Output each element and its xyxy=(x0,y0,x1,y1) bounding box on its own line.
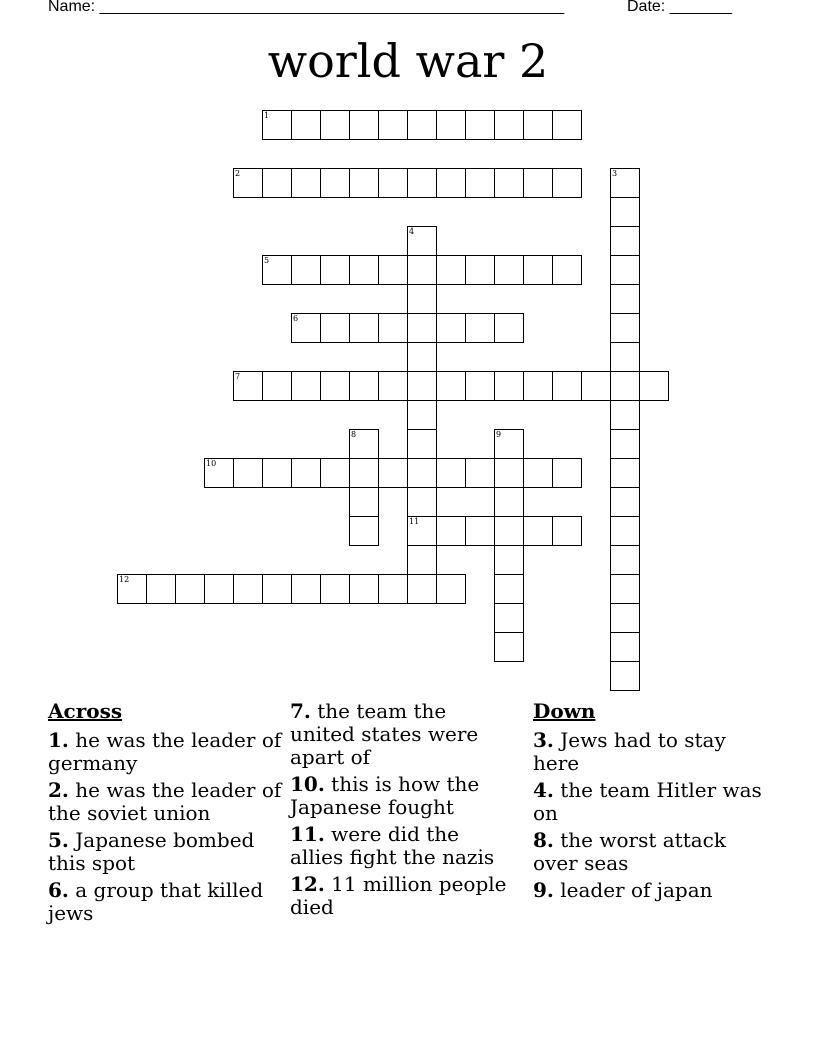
date-line: _______ xyxy=(669,0,732,15)
clue-text: this is how the Japanese fought xyxy=(290,772,480,819)
crossword-cell[interactable] xyxy=(320,574,350,604)
crossword-cell[interactable] xyxy=(262,168,292,198)
crossword-cell[interactable] xyxy=(552,458,582,488)
clue-text: leader of japan xyxy=(560,878,713,902)
crossword-cell[interactable] xyxy=(610,168,640,198)
crossword-cell[interactable] xyxy=(494,313,524,343)
clue-text: he was the leader of the soviet union xyxy=(48,778,282,825)
crossword-cell[interactable] xyxy=(610,632,640,662)
crossword-cell[interactable] xyxy=(465,255,495,285)
cell-number: 4 xyxy=(409,227,415,236)
cell-number: 3 xyxy=(612,169,618,178)
crossword-cell[interactable] xyxy=(436,458,466,488)
crossword-cell[interactable] xyxy=(552,255,582,285)
clue-number: 12. xyxy=(290,872,325,896)
crossword-cell[interactable] xyxy=(610,429,640,459)
crossword-cell[interactable] xyxy=(349,487,379,517)
cell-number: 1 xyxy=(264,111,270,120)
crossword-cell[interactable] xyxy=(610,197,640,227)
crossword-cell[interactable] xyxy=(610,545,640,575)
crossword-cell[interactable] xyxy=(436,371,466,401)
crossword-cell[interactable] xyxy=(465,313,495,343)
crossword-cell[interactable] xyxy=(465,110,495,140)
crossword-cell[interactable] xyxy=(494,110,524,140)
clue-down-4 xyxy=(533,779,768,825)
cell-number: 7 xyxy=(235,372,241,381)
crossword-cell[interactable] xyxy=(320,458,350,488)
cell-number: 9 xyxy=(496,430,502,439)
crossword-cell[interactable] xyxy=(262,458,292,488)
crossword-cell[interactable] xyxy=(262,371,292,401)
crossword-cell[interactable] xyxy=(291,371,321,401)
crossword-cell[interactable] xyxy=(204,574,234,604)
crossword-cell[interactable] xyxy=(233,574,263,604)
crossword-cell[interactable] xyxy=(175,574,205,604)
crossword-cell[interactable] xyxy=(610,284,640,314)
cell-number: 10 xyxy=(206,459,217,468)
crossword-cell[interactable] xyxy=(407,429,437,459)
crossword-cell[interactable] xyxy=(494,371,524,401)
crossword-cell[interactable] xyxy=(610,400,640,430)
cell-number: 5 xyxy=(264,256,270,265)
crossword-cell[interactable] xyxy=(262,255,292,285)
crossword-cell[interactable] xyxy=(320,168,350,198)
crossword-cell[interactable] xyxy=(407,284,437,314)
crossword-cell[interactable] xyxy=(262,574,292,604)
clue-number: 4. xyxy=(533,778,554,802)
clue-text: a group that killed jews xyxy=(48,878,264,925)
crossword-cell[interactable] xyxy=(610,574,640,604)
clue-across-5 xyxy=(48,829,283,875)
crossword-cell[interactable] xyxy=(291,574,321,604)
cell-number: 2 xyxy=(235,169,241,178)
crossword-cell[interactable] xyxy=(407,226,437,256)
crossword-cell[interactable] xyxy=(320,313,350,343)
crossword-cell[interactable] xyxy=(436,255,466,285)
clue-text: Jews had to stay here xyxy=(533,728,726,775)
clue-text: 11 million people died xyxy=(290,872,507,919)
crossword-cell[interactable] xyxy=(233,371,263,401)
crossword-cell[interactable] xyxy=(610,487,640,517)
clue-across-10 xyxy=(290,773,515,819)
crossword-cell[interactable] xyxy=(465,516,495,546)
clue-number: 1. xyxy=(48,728,69,752)
crossword-cell[interactable] xyxy=(349,313,379,343)
clue-across-2 xyxy=(48,779,283,825)
crossword-cell[interactable] xyxy=(494,429,524,459)
clue-across-11 xyxy=(290,823,515,869)
crossword-cell[interactable] xyxy=(523,371,553,401)
crossword-cell[interactable] xyxy=(610,603,640,633)
crossword-cell[interactable] xyxy=(378,574,408,604)
crossword-cell[interactable] xyxy=(436,516,466,546)
clue-across-7 xyxy=(290,700,515,769)
crossword-cell[interactable] xyxy=(494,458,524,488)
crossword-cell[interactable] xyxy=(204,458,234,488)
crossword-cell[interactable] xyxy=(523,516,553,546)
crossword-cell[interactable] xyxy=(320,371,350,401)
clue-number: 3. xyxy=(533,728,554,752)
cell-number: 11 xyxy=(409,517,420,526)
name-label: Name: xyxy=(48,0,96,15)
crossword-cell[interactable] xyxy=(291,110,321,140)
clue-text: the team Hitler was on xyxy=(533,778,762,825)
crossword-cell[interactable] xyxy=(349,371,379,401)
crossword-cell[interactable] xyxy=(610,661,640,691)
crossword-cell[interactable] xyxy=(494,255,524,285)
crossword-cell[interactable] xyxy=(407,313,437,343)
crossword-cell[interactable] xyxy=(233,458,263,488)
crossword-cell[interactable] xyxy=(465,168,495,198)
crossword-cell[interactable] xyxy=(349,516,379,546)
crossword-cell[interactable] xyxy=(639,371,669,401)
crossword-cell[interactable] xyxy=(291,458,321,488)
crossword-cell[interactable] xyxy=(378,110,408,140)
clue-down-9 xyxy=(533,879,768,902)
crossword-cell[interactable] xyxy=(407,168,437,198)
crossword-cell[interactable] xyxy=(610,458,640,488)
clue-number: 8. xyxy=(533,828,554,852)
clue-text: he was the leader of germany xyxy=(48,728,282,775)
down-heading: Down xyxy=(533,699,596,723)
clue-number: 10. xyxy=(290,772,325,796)
crossword-cell[interactable] xyxy=(552,516,582,546)
clue-number: 11. xyxy=(290,822,325,846)
crossword-cell[interactable] xyxy=(349,110,379,140)
crossword-cell[interactable] xyxy=(494,168,524,198)
crossword-cell[interactable] xyxy=(610,313,640,343)
clue-across-1 xyxy=(48,729,283,775)
crossword-cell[interactable] xyxy=(349,574,379,604)
crossword-cell[interactable] xyxy=(407,516,437,546)
crossword-cell[interactable] xyxy=(610,516,640,546)
cell-number: 8 xyxy=(351,430,357,439)
crossword-cell[interactable] xyxy=(610,371,640,401)
crossword-cell[interactable] xyxy=(552,110,582,140)
crossword-cell[interactable] xyxy=(494,603,524,633)
crossword-cell[interactable] xyxy=(407,574,437,604)
crossword-cell[interactable] xyxy=(407,342,437,372)
crossword-cell[interactable] xyxy=(523,458,553,488)
crossword-cell[interactable] xyxy=(291,168,321,198)
crossword-cell[interactable] xyxy=(407,110,437,140)
crossword-cell[interactable] xyxy=(407,458,437,488)
crossword-cell[interactable] xyxy=(407,371,437,401)
cell-number: 6 xyxy=(293,314,299,323)
across-column-2 xyxy=(290,700,515,923)
crossword-cell[interactable] xyxy=(378,313,408,343)
crossword-cell[interactable] xyxy=(494,545,524,575)
crossword-cell[interactable] xyxy=(610,255,640,285)
crossword-cell[interactable] xyxy=(494,574,524,604)
crossword-cell[interactable] xyxy=(610,226,640,256)
crossword-cell[interactable] xyxy=(349,458,379,488)
clue-text: the worst attack over seas xyxy=(533,828,726,875)
crossword-cell[interactable] xyxy=(436,110,466,140)
crossword-cell[interactable] xyxy=(146,574,176,604)
date-label: Date: xyxy=(627,0,666,15)
crossword-cell[interactable] xyxy=(436,313,466,343)
crossword-cell[interactable] xyxy=(349,168,379,198)
crossword-cell[interactable] xyxy=(117,574,147,604)
clue-down-8 xyxy=(533,829,768,875)
crossword-cell[interactable] xyxy=(349,255,379,285)
crossword-cell[interactable] xyxy=(407,487,437,517)
crossword-cell[interactable] xyxy=(465,371,495,401)
crossword-cell[interactable] xyxy=(378,371,408,401)
crossword-cell[interactable] xyxy=(494,487,524,517)
crossword-cell[interactable] xyxy=(291,313,321,343)
crossword-cell[interactable] xyxy=(378,458,408,488)
crossword-cell[interactable] xyxy=(407,545,437,575)
clue-text: were did the allies fight the nazis xyxy=(290,822,495,869)
crossword-cell[interactable] xyxy=(320,255,350,285)
clue-down-3 xyxy=(533,729,768,775)
clue-number: 7. xyxy=(290,699,311,723)
crossword-cell[interactable] xyxy=(465,458,495,488)
crossword-cell[interactable] xyxy=(378,255,408,285)
crossword-cell[interactable] xyxy=(291,255,321,285)
crossword-cell[interactable] xyxy=(320,110,350,140)
clue-number: 2. xyxy=(48,778,69,802)
crossword-cell[interactable] xyxy=(552,371,582,401)
crossword-cell[interactable] xyxy=(494,632,524,662)
down-column xyxy=(533,700,768,906)
clue-text: Japanese bombed this spot xyxy=(48,828,255,875)
crossword-cell[interactable] xyxy=(610,342,640,372)
crossword-cell[interactable] xyxy=(262,110,292,140)
crossword-cell[interactable] xyxy=(378,168,408,198)
crossword-cell[interactable] xyxy=(349,429,379,459)
crossword-cell[interactable] xyxy=(552,168,582,198)
across-column-1 xyxy=(48,700,283,929)
across-heading: Across xyxy=(48,699,123,723)
crossword-cell[interactable] xyxy=(523,110,553,140)
crossword-cell[interactable] xyxy=(407,255,437,285)
crossword-cell[interactable] xyxy=(436,168,466,198)
crossword-cell[interactable] xyxy=(494,516,524,546)
page-title: world war 2 xyxy=(267,34,549,88)
name-line: ______________________________________________________ xyxy=(99,0,564,15)
crossword-cell[interactable] xyxy=(523,168,553,198)
crossword-cell[interactable] xyxy=(581,371,611,401)
cell-number: 12 xyxy=(119,575,130,584)
crossword-cell[interactable] xyxy=(407,400,437,430)
crossword-cell[interactable] xyxy=(233,168,263,198)
clue-across-12 xyxy=(290,873,515,919)
clue-number: 9. xyxy=(533,878,554,902)
clue-number: 6. xyxy=(48,878,69,902)
clue-across-6 xyxy=(48,879,283,925)
crossword-cell[interactable] xyxy=(523,255,553,285)
crossword-cell[interactable] xyxy=(436,574,466,604)
clue-number: 5. xyxy=(48,828,69,852)
clue-text: the team the united states were apart of xyxy=(290,699,479,769)
